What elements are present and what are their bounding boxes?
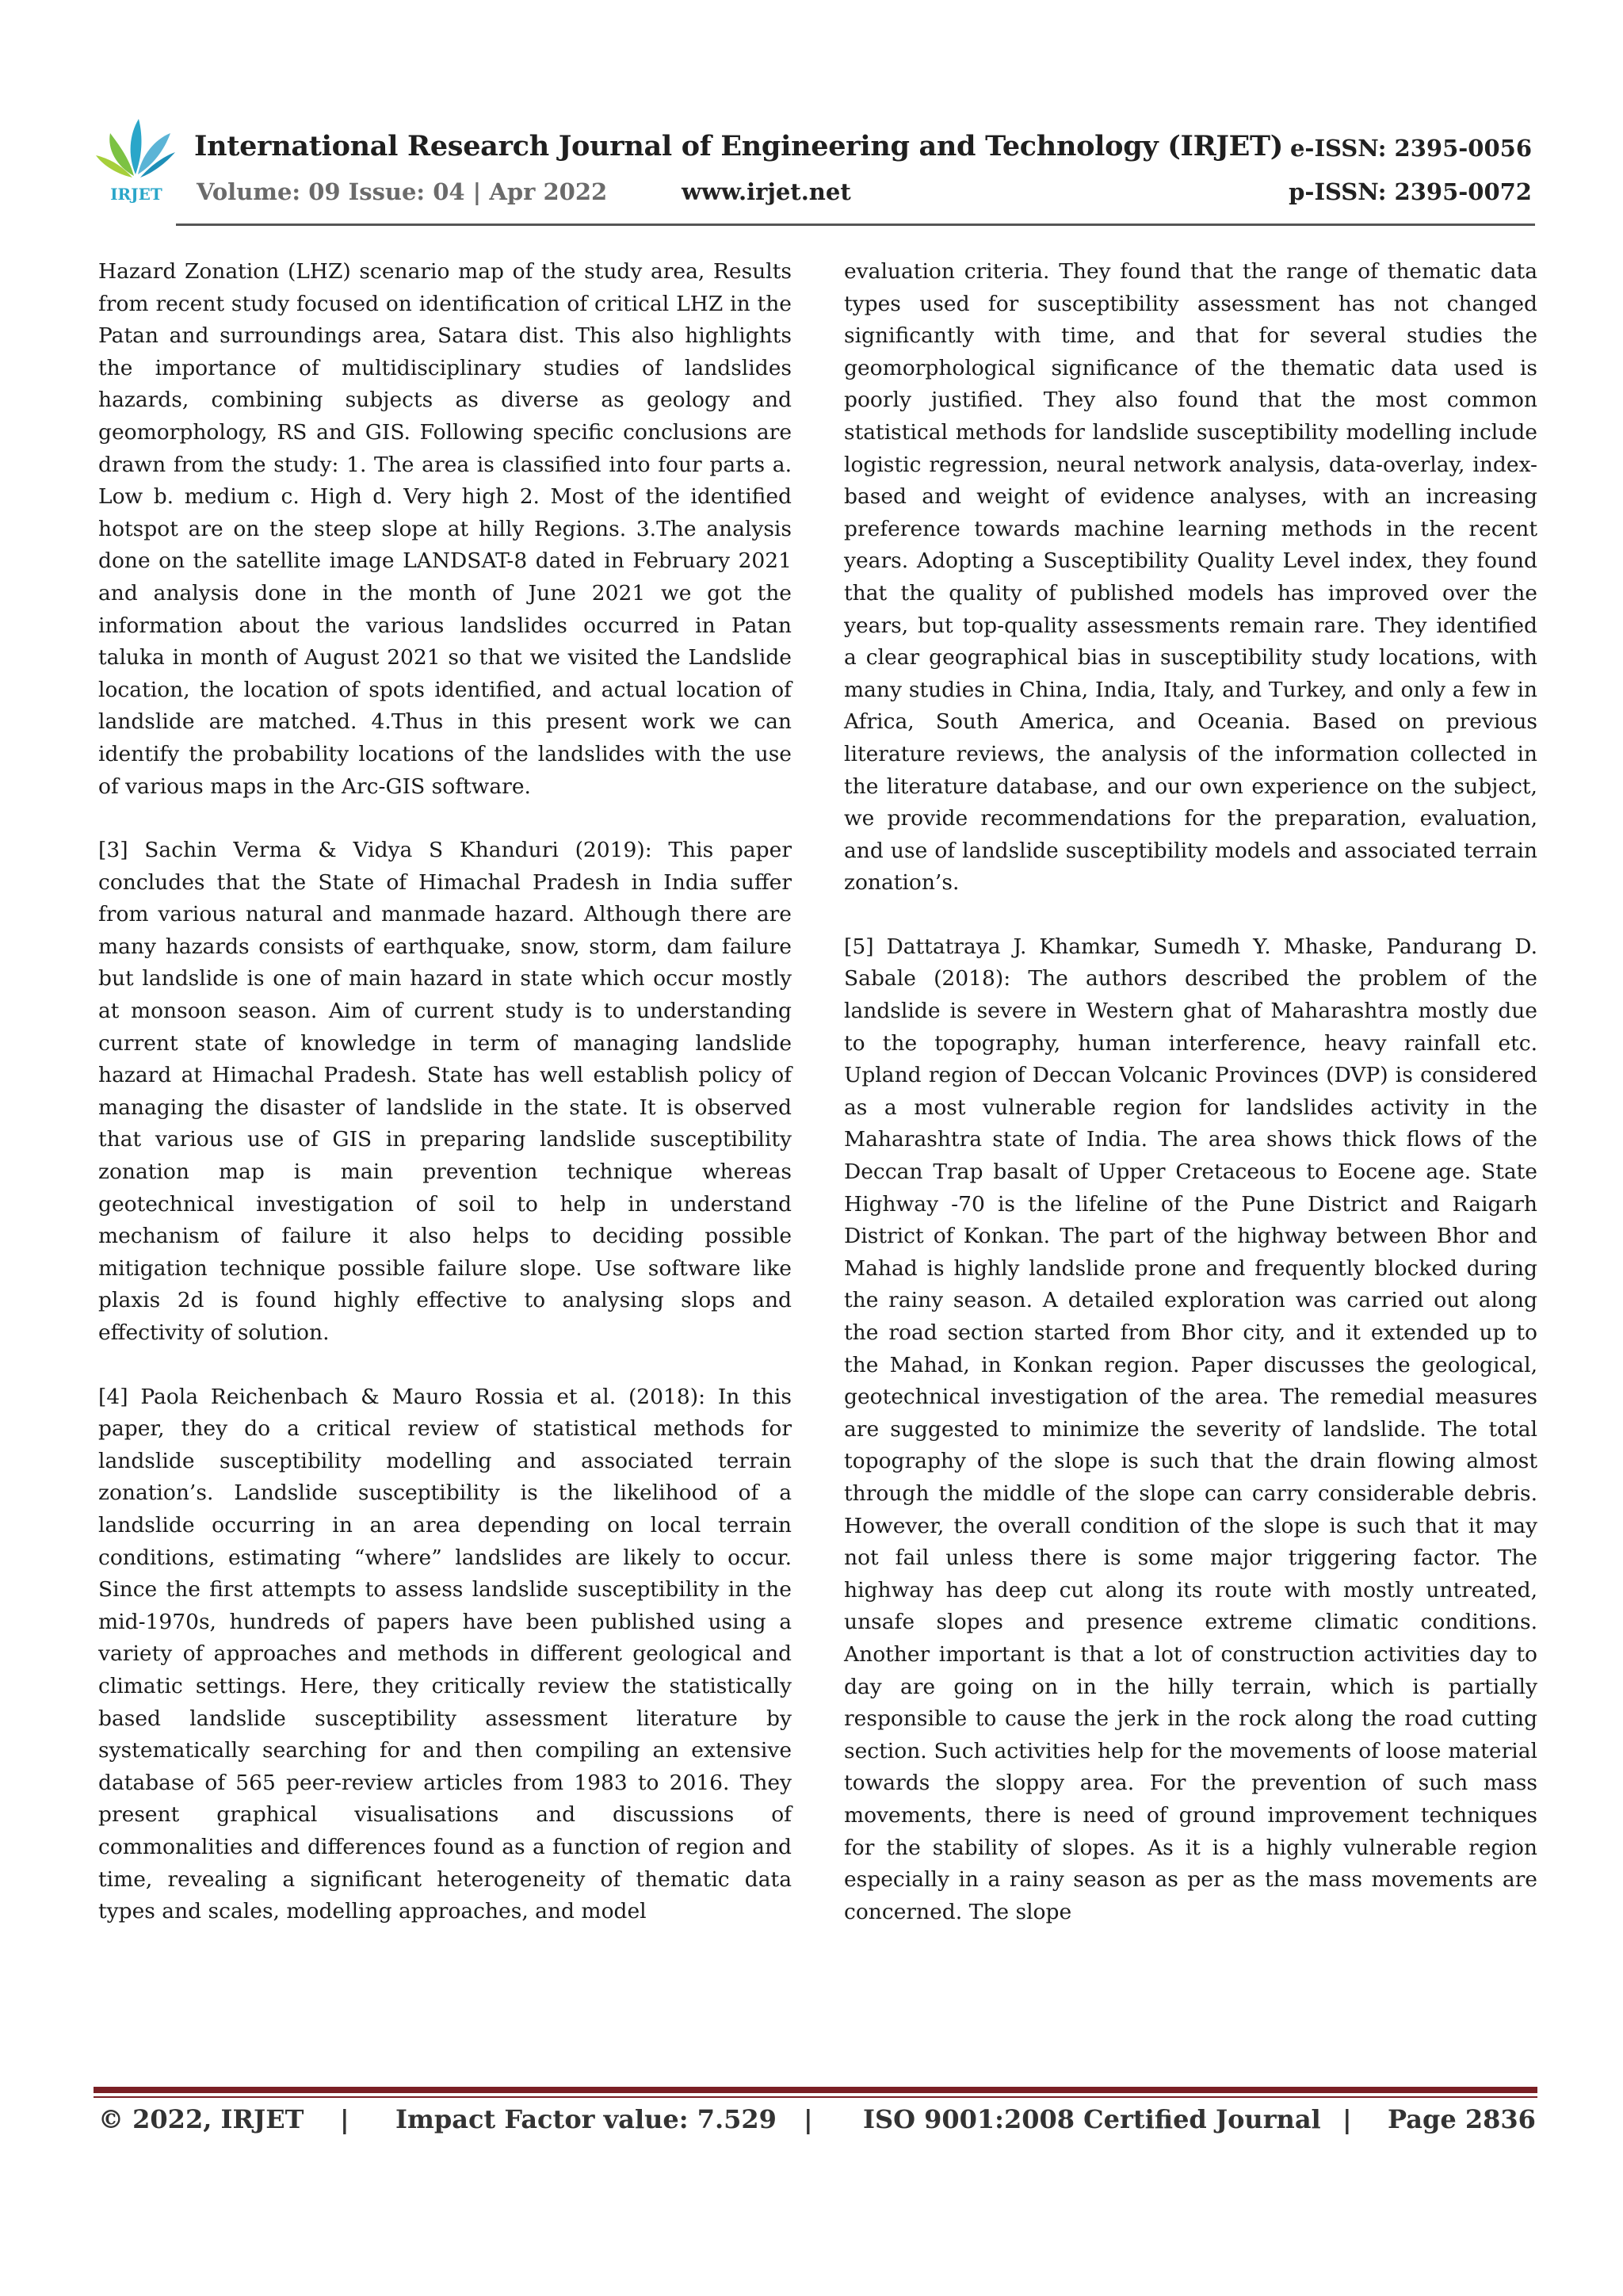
- footer-divider-thick: [94, 2087, 1537, 2093]
- footer-iso: ISO 9001:2008 Certified Journal: [863, 2104, 1321, 2134]
- footer-page-number: Page 2836: [1388, 2104, 1536, 2134]
- footer-copyright: © 2022, IRJET: [98, 2104, 304, 2134]
- paragraph-ref-5: [5] Dattatraya J. Khamkar, Sumedh Y. Mhaske, Pandurang D. Sabale (2018): The authors described the problem of the landslide is severe in Western ghat of Maharashtra mostly due to the topography, human interference, heavy rainfall etc. Upland region of Deccan Volcanic Provinces (DVP) is considered as a most vulnerable region for landslides activity in the Maharashtra state of India. The area shows thick flows of the Deccan Trap basalt of Upper Cretaceous to Eocene age. State Highway -70 is the lifeline of the Pune District and Raigarh District of Konkan. The part of the highway between Bhor and Mahad is highly landslide prone and frequently blocked during the rainy season. A detailed exploration was carried out along the road section started from Bhor city, and it extended up to the Mahad, in Konkan region. Paper discusses the geological, geotechnical investigation of the area. The remedial measures are suggested to minimize the severity of landslide. The total topography of the slope is such that the drain flowing almost through the middle of the slope can carry considerable debris. However, the overall condition of the slope is such that it may not fail unless there is some major triggering factor. The highway has deep cut along its route with mostly untreated, unsafe slopes and presence extreme climatic conditions. Another important is that a lot of construction activities day to day are going on in the hilly terrain, which is partially responsible to cause the jerk in the rock along the road cutting section. Such activities help for the movements of loose material towards the sloppy area. For the prevention of such mass movements, there is need of ground improvement techniques for the stability of slopes. As it is a highly vulnerable region especially in a rainy season as per as the mass movements are concerned. The slope: [844, 934, 1537, 1924]
- header-divider: [176, 223, 1535, 226]
- journal-title: International Research Journal of Engineering and Technology (IRJET): [194, 130, 1284, 162]
- irjet-logo: [93, 111, 180, 206]
- logo-leaves-icon: [96, 119, 175, 178]
- page-footer: [98, 2104, 1534, 2144]
- left-column: [98, 256, 792, 1960]
- footer-impact-factor: Impact Factor value: 7.529: [395, 2104, 777, 2134]
- paragraph-ref-3: [3] Sachin Verma & Vidya S Khanduri (2019): This paper concludes that the State of Himachal Pradesh in India suffer from various natural and manmade hazard. Although there are many hazards consists of earthquake, snow, storm, dam failure but landslide is one of main hazard in state which occur mostly at monsoon season. Aim of current study is to understanding current state of knowledge in term of managing landslide hazard at Himachal Pradesh. State has well establish policy of managing the disaster of landslide in the state. It is observed that various use of GIS in preparing landslide susceptibility zonation map is main prevention technique whereas geotechnical investigation of soil to help in understand mechanism of failure it also helps to deciding possible mitigation technique possible failure slope. Use software like plaxis 2d is found highly effective to analysing slops and effectivity of solution.: [98, 838, 792, 1345]
- footer-separator: |: [804, 2104, 813, 2134]
- journal-website-link[interactable]: www.irjet.net: [682, 178, 851, 205]
- footer-separator: |: [340, 2104, 349, 2134]
- footer-divider-thin: [94, 2096, 1537, 2098]
- right-column: [844, 256, 1537, 1960]
- logo-text: IRJET: [110, 185, 162, 204]
- eissn: e-ISSN: 2395-0056: [1289, 135, 1532, 162]
- paragraph-ref-4: [4] Paola Reichenbach & Mauro Rossia et al. (2018): In this paper, they do a critical review of statistical methods for landslide susceptibility modelling and associated terrain zonation’s. Landslide susceptibility is the likelihood of a landslide occurring in an area depending on local terrain conditions, estimating “where” landslides are likely to occur. Since the first attempts to assess landslide susceptibility in the mid-1970s, hundreds of papers have been published using a variety of approaches and methods in different geological and climatic settings. Here, they critically review the statistically based landslide susceptibility assessment literature by systematically searching for and then compiling an extensive database of 565 peer-review articles from 1983 to 2016. They present graphical visualisations and discussions of commonalities and differences found as a function of region and time, revealing a significant heterogeneity of thematic data types and scales, modelling approaches, and model: [98, 1384, 792, 1924]
- footer-separator: |: [1342, 2104, 1352, 2134]
- paragraph-lhz-conclusions: Hazard Zonation (LHZ) scenario map of the study area, Results from recent study focused on identification of critical LHZ in the Patan and surroundings area, Satara dist. This also highlights the importance of multidisciplinary studies of landslides hazards, combining subjects as diverse as geology and geomorphology, RS and GIS. Following specific conclusions are drawn from the study: 1. The area is classified into four parts a. Low b. medium c. High d. Very high 2. Most of the identified hotspot are on the steep slope at hilly Regions. 3.The analysis done on the satellite image LANDSAT-8 dated in February 2021 and analysis done in the month of June 2021 we got the information about the various landslides occurred in Patan taluka in month of August 2021 so that we visited the Landslide location, the location of spots identified, and actual location of landslide are matched. 4.Thus in this present work we can identify the probability locations of the landslides with the use of various maps in the Arc-GIS software.: [98, 259, 792, 799]
- volume-issue: Volume: 09 Issue: 04 | Apr 2022: [197, 178, 608, 205]
- paragraph-ref-4-continued: evaluation criteria. They found that the range of thematic data types used for susceptibility assessment has not changed significantly with time, and that for several studies the geomorphological significance of the thematic data used is poorly justified. They also found that the most common statistical methods for landslide susceptibility modelling include logistic regression, neural network analysis, data-overlay, index-based and weight of evidence analyses, with an increasing preference towards machine learning methods in the recent years. Adopting a Susceptibility Quality Level index, they found that the quality of published models has improved over the years, but top-quality assessments remain rare. They identified a clear geographical bias in susceptibility study locations, with many studies in China, India, Italy, and Turkey, and only a few in Africa, South America, and Oceania. Based on previous literature reviews, the analysis of the information collected in the literature database, and our own experience on the subject, we provide recommendations for the preparation, evaluation, and use of landslide susceptibility models and associated terrain zonation’s.: [844, 259, 1537, 896]
- pissn: p-ISSN: 2395-0072: [1289, 178, 1532, 205]
